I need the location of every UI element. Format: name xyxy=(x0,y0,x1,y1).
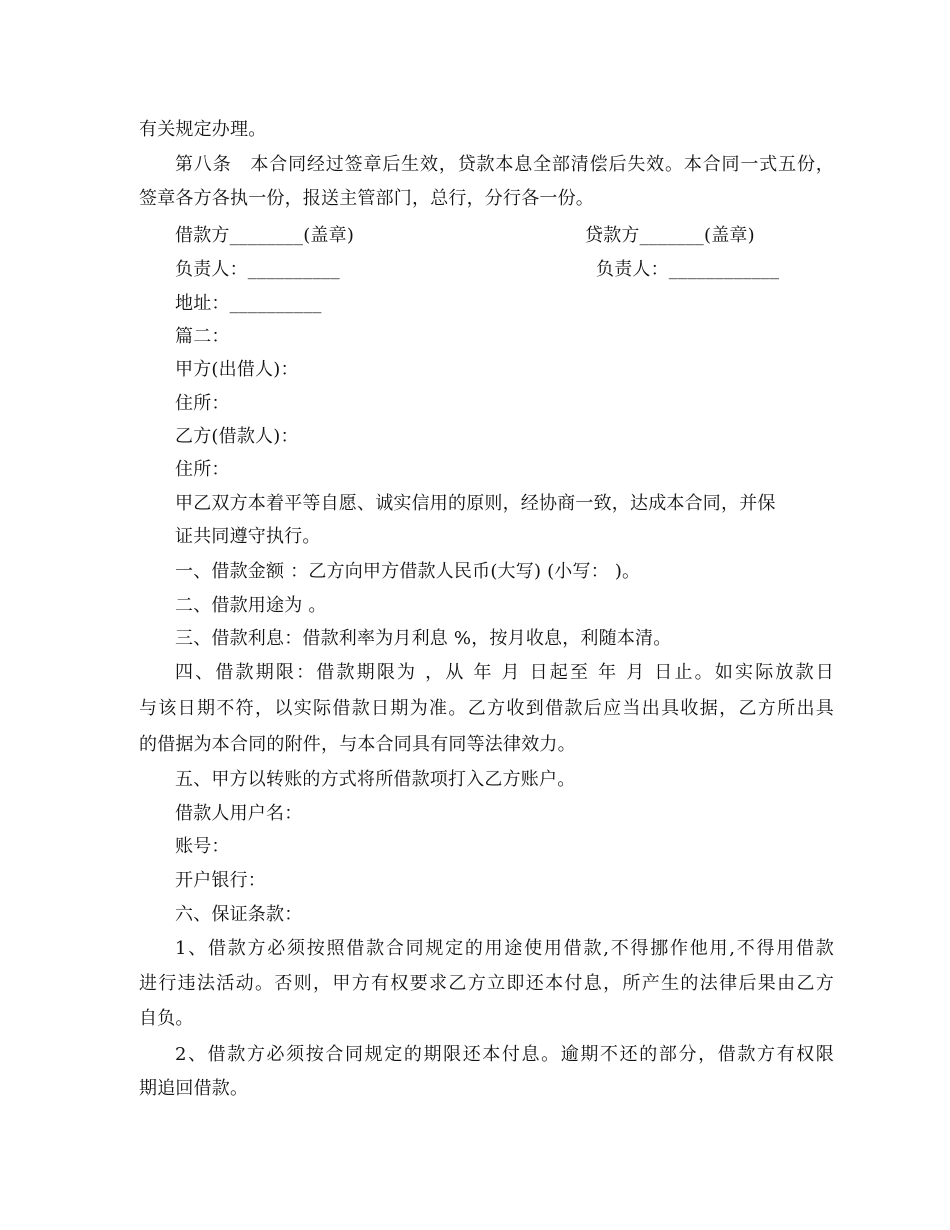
text-line: 有关规定办理。 xyxy=(139,119,267,140)
text-line: 住所： xyxy=(175,393,230,414)
section-heading: 篇二： xyxy=(175,326,230,347)
text-line: 的借据为本合同的附件，与本合同具有同等法律效力。 xyxy=(139,734,576,755)
text-line: 证共同遵守执行。 xyxy=(175,526,321,547)
borrower-sign-line: 借款方________(盖章) xyxy=(175,225,355,246)
text-line: 2、借款方必须按合同规定的期限还本付息。逾期不还的部分，借款方有权限 xyxy=(175,1044,834,1065)
text-line: 期追回借款。 xyxy=(139,1078,249,1099)
text-line: 一、借款金额 ：乙方向甲方借款人民币(大写) (小写： )。 xyxy=(175,561,641,582)
text-line: 与该日期不符，以实际借款日期为准。乙方收到借款后应当出具收据，乙方所出具 xyxy=(139,698,834,719)
text-line: 签章各方各执一份，报送主管部门，总行，分行各一份。 xyxy=(139,188,594,209)
text-line: 三、借款利息：借款利率为月利息 %，按月收息，利随本清。 xyxy=(175,628,672,649)
text-line: 六、保证条款： xyxy=(175,904,303,925)
borrower-responsible-line: 负责人：__________ xyxy=(175,259,340,280)
text-line: 住所： xyxy=(175,459,230,480)
text-line: 借款人用户名： xyxy=(175,803,303,824)
lender-sign-line: 贷款方_______(盖章) xyxy=(585,225,755,246)
text-line: 甲方(出借人)： xyxy=(175,359,299,380)
text-line: 四、借款期限：借款期限为 ，从 年 月 日起至 年 月 日止。如实际放款日 xyxy=(175,662,834,683)
text-line: 自负。 xyxy=(139,1008,194,1029)
address-line: 地址：__________ xyxy=(175,293,322,314)
text-line: 开户银行： xyxy=(175,870,266,891)
text-line: 进行违法活动。否则，甲方有权要求乙方立即还本付息，所产生的法律后果由乙方 xyxy=(139,973,834,994)
text-line: 1、借款方必须按照借款合同规定的用途使用借款,不得挪作他用,不得用借款 xyxy=(175,938,834,959)
text-line: 二、借款用途为 。 xyxy=(175,595,327,616)
lender-responsible-line: 负责人：____________ xyxy=(596,259,780,280)
text-line: 第八条 本合同经过签章后生效，贷款本息全部清偿后失效。本合同一式五份， xyxy=(175,154,834,175)
text-line: 甲乙双方本着平等自愿、诚实信用的原则，经协商一致，达成本合同，并保 xyxy=(175,493,776,514)
text-line: 五、甲方以转账的方式将所借款项打入乙方账户。 xyxy=(175,769,576,790)
text-line: 账号： xyxy=(175,836,230,857)
text-line: 乙方(借款人)： xyxy=(175,426,299,447)
